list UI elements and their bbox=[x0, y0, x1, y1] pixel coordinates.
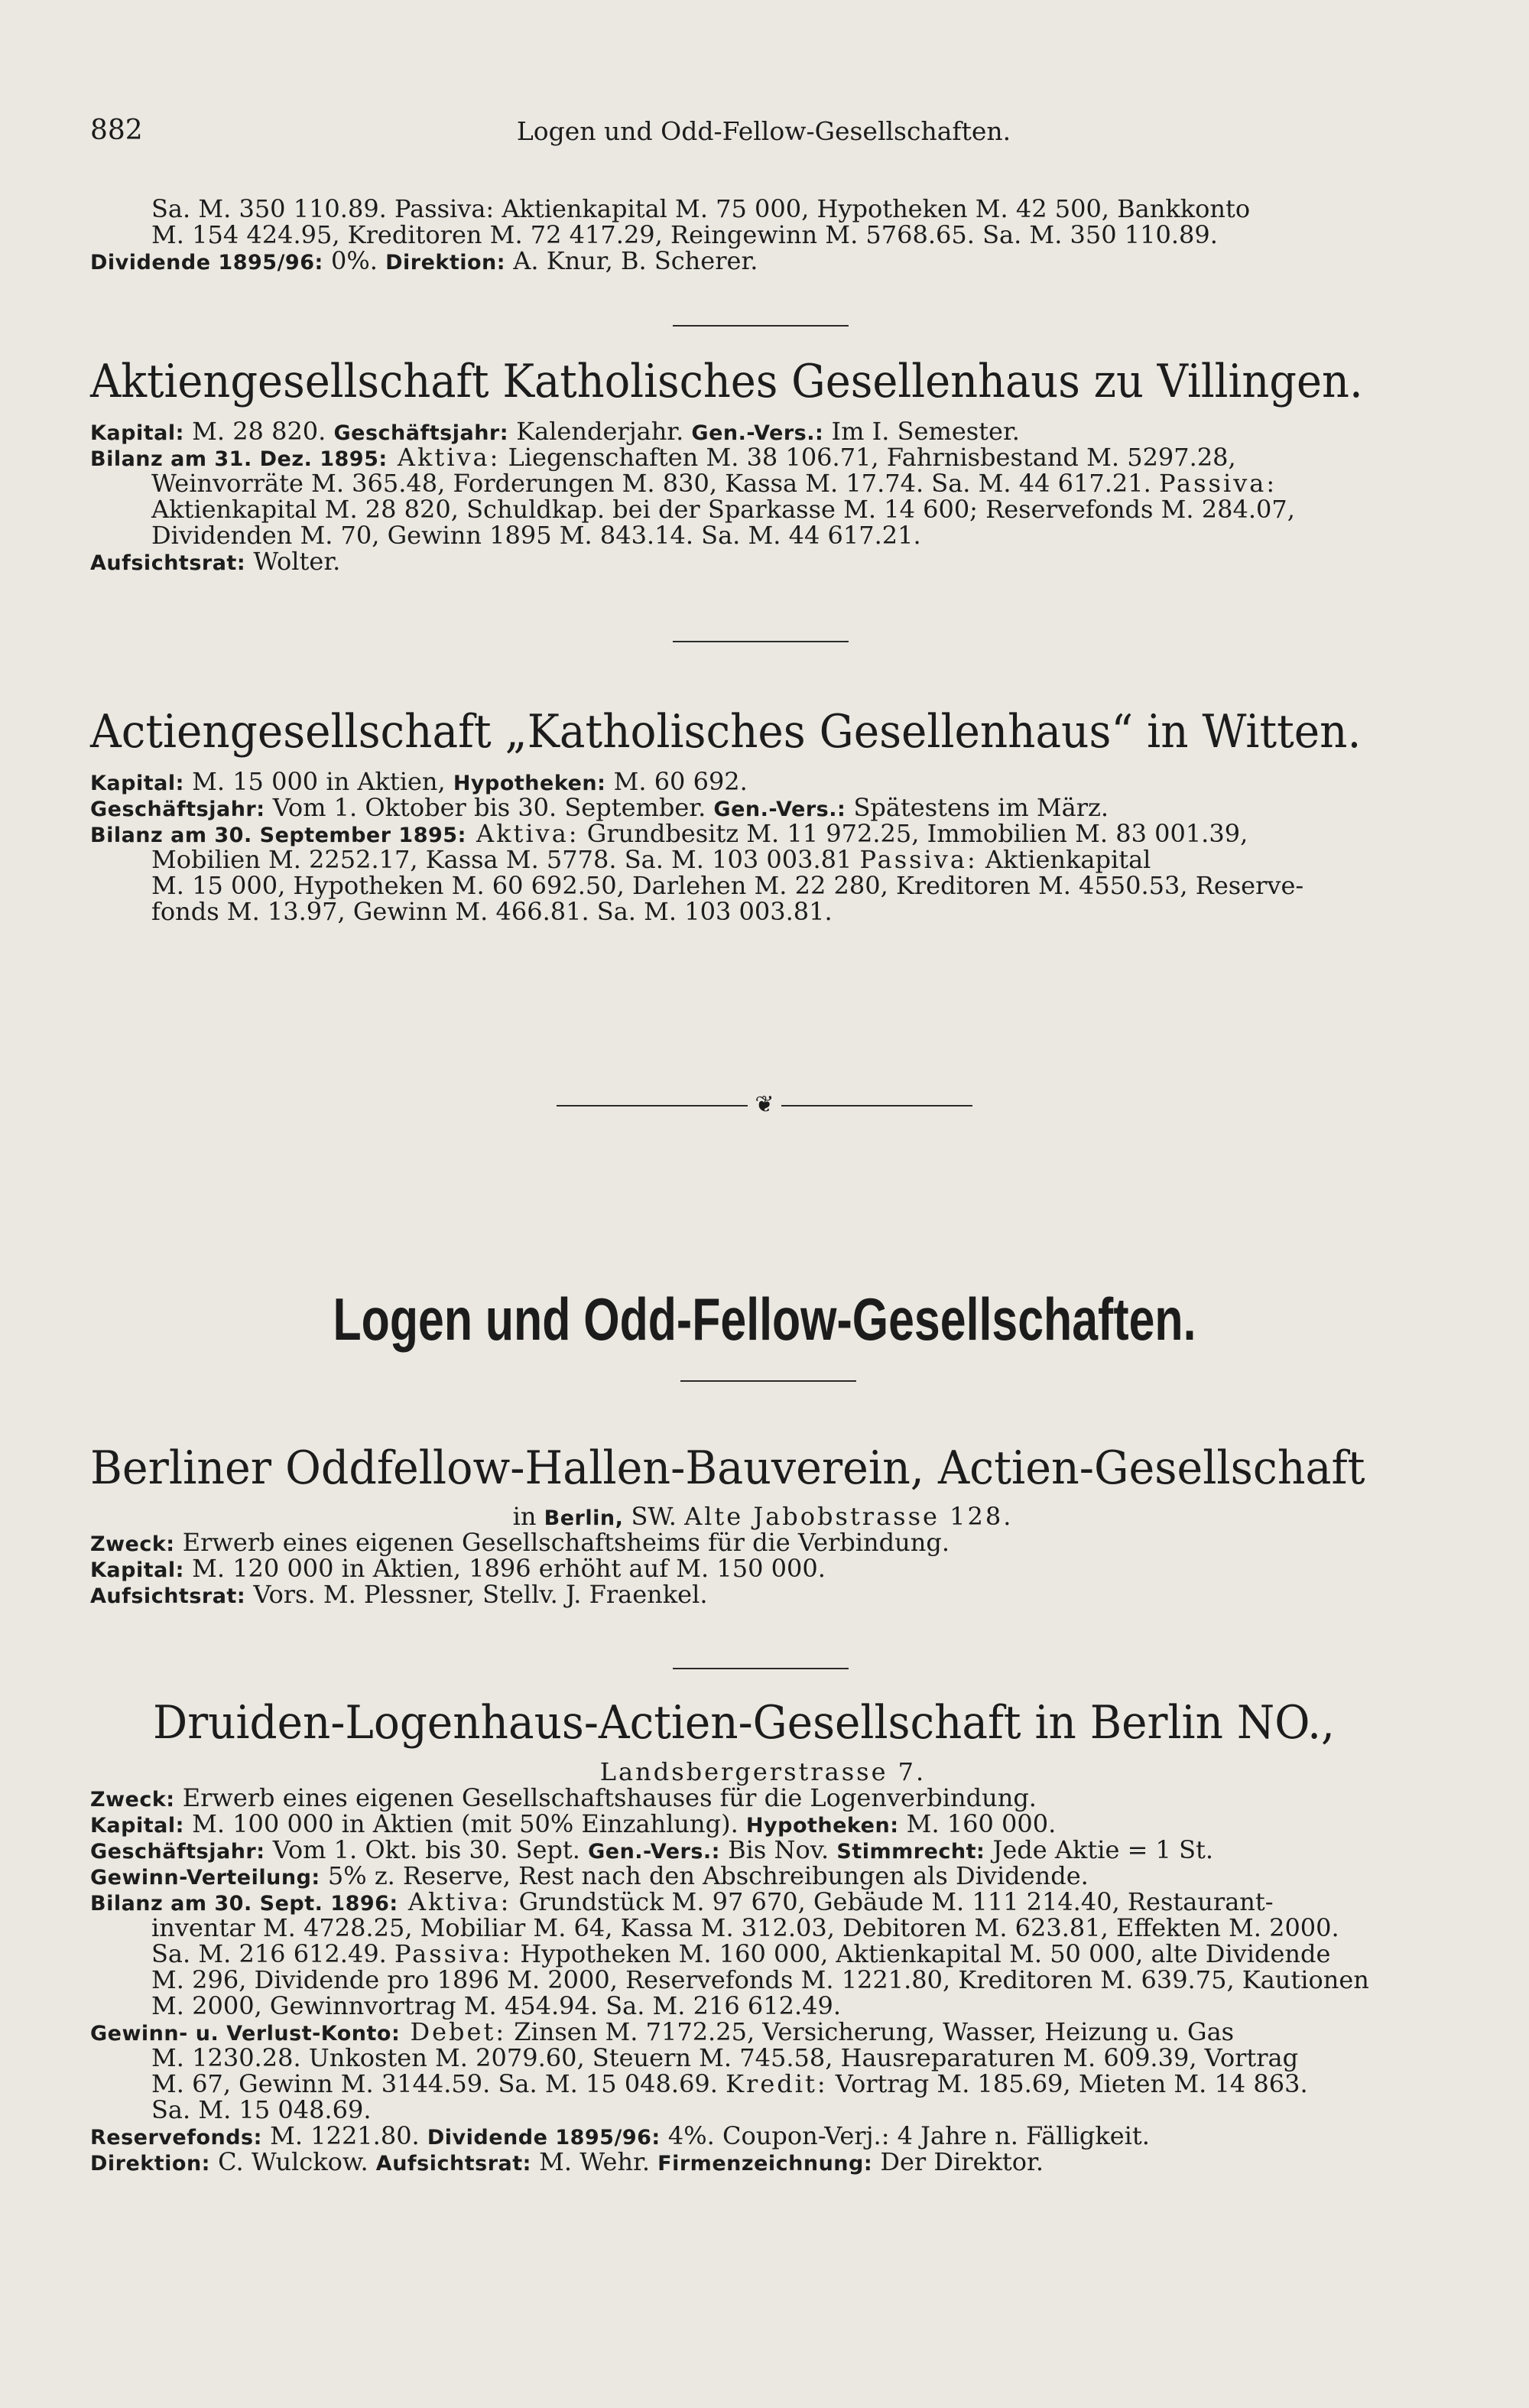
text-line: fonds M. 13.97, Gewinn M. 466.81. Sa. M. 103 003.81. bbox=[151, 897, 833, 926]
field-label: Geschäftsjahr: bbox=[90, 1840, 265, 1864]
text-line: M. 15 000, Hypotheken M. 60 692.50, Darlehen M. 22 280, Kreditoren M. 4550.53, Reserve- bbox=[151, 871, 1304, 900]
text-line: Mobilien M. 2252.17, Kassa M. 5778. Sa. M. 103 003.81 Passiva: Aktienkapital bbox=[151, 845, 1151, 874]
company-entry-berliner bbox=[90, 1503, 1436, 1607]
text-line: Dividende 1895/96: 0%. Direktion: A. Knur, B. Scherer. bbox=[90, 246, 758, 275]
section-title: Logen und Odd-Fellow-Gesellschaften. bbox=[333, 1285, 1196, 1353]
company-title: Druiden-Logenhaus-Actien-Gesellschaft in Berlin NO., bbox=[153, 1696, 1335, 1750]
field-label: Kapital: bbox=[90, 1814, 184, 1838]
separator-rule bbox=[673, 641, 849, 642]
text-line: Bilanz am 30. Sept. 1896: Aktiva: Grundstück M. 97 670, Gebäude M. 111 214.40, Restaurant- bbox=[90, 1887, 1274, 1916]
field-label: Gen.-Vers.: bbox=[588, 1840, 720, 1864]
text-line: M. 1230.28. Unkosten M. 2079.60, Steuern M. 745.58, Hausreparaturen M. 609.39, Vortrag bbox=[151, 2043, 1299, 2072]
text-line: Kapital: M. 120 000 in Aktien, 1896 erhöht auf M. 150 000. bbox=[90, 1554, 826, 1583]
text-line: Zweck: Erwerb eines eigenen Gesellschaftsheims für die Verbindung. bbox=[90, 1528, 950, 1557]
text-line: Zweck: Erwerb eines eigenen Gesellschaftshauses für die Logenverbindung. bbox=[90, 1783, 1037, 1812]
page-header bbox=[90, 115, 1437, 153]
text-line: Bilanz am 31. Dez. 1895: Aktiva: Liegenschaften M. 38 106.71, Fahrnisbestand M. 5297.28, bbox=[90, 443, 1236, 472]
text-line: Kapital: M. 100 000 in Aktien (mit 50% Einzahlung). Hypotheken: M. 160 000. bbox=[90, 1809, 1057, 1838]
text-line: Aufsichtsrat: Vors. M. Plessner, Stellv. J. Fraenkel. bbox=[90, 1580, 708, 1609]
field-label: Hypotheken: bbox=[745, 1814, 899, 1838]
company-entry-witten bbox=[90, 769, 1436, 925]
text-line: Weinvorräte M. 365.48, Forderungen M. 830, Kassa M. 17.74. Sa. M. 44 617.21. Passiva: bbox=[151, 469, 1277, 498]
preamble-entry bbox=[90, 196, 1436, 274]
text-line: Reservefonds: M. 1221.80. Dividende 1895/96: 4%. Coupon-Verj.: 4 Jahre n. Fälligkeit. bbox=[90, 2121, 1150, 2150]
field-label: Zweck: bbox=[90, 1532, 175, 1556]
field-label: Aufsichtsrat: bbox=[375, 2152, 531, 2176]
text-line: Dividenden M. 70, Gewinn 1895 M. 843.14. Sa. M. 44 617.21. bbox=[151, 521, 921, 550]
field-label: Bilanz am 30. Sept. 1896: bbox=[90, 1892, 398, 1916]
text-line: inventar M. 4728.25, Mobiliar M. 64, Kassa M. 312.03, Debitoren M. 623.81, Effekten M. 2000. bbox=[151, 1913, 1339, 1942]
field-label: Bilanz am 30. September 1895: bbox=[90, 824, 466, 847]
field-label: Gewinn-Verteilung: bbox=[90, 1866, 320, 1890]
company-title: Actiengesellschaft „Katholisches Gesellenhaus“ in Witten. bbox=[90, 705, 1362, 759]
page-number: 882 bbox=[90, 115, 143, 146]
field-label: Gen.-Vers.: bbox=[691, 421, 824, 445]
text-line: Geschäftsjahr: Vom 1. Oktober bis 30. September. Gen.-Vers.: Spätestens im März. bbox=[90, 793, 1109, 822]
field-label: Aufsichtsrat: bbox=[90, 1584, 246, 1608]
field-label: Kapital: bbox=[90, 421, 184, 445]
field-label: Geschäftsjahr: bbox=[333, 421, 509, 445]
text-line: Kapital: M. 28 820. Geschäftsjahr: Kalenderjahr. Gen.-Vers.: Im I. Semester. bbox=[90, 417, 1020, 446]
text-line: M. 296, Dividende pro 1896 M. 2000, Reservefonds M. 1221.80, Kreditoren M. 639.75, Kautionen bbox=[151, 1965, 1369, 1994]
field-label: Direktion: bbox=[90, 2152, 210, 2176]
text-line: Sa. M. 350 110.89. Passiva: Aktienkapital M. 75 000, Hypotheken M. 42 500, Bankkonto bbox=[151, 194, 1251, 223]
field-label: Dividende 1895/96: bbox=[90, 251, 323, 275]
text-line: Gewinn- u. Verlust-Konto: Debet: Zinsen M. 7172.25, Versicherung, Wasser, Heizung u. Gas bbox=[90, 2017, 1235, 2046]
field-label: Kapital: bbox=[90, 1558, 184, 1582]
field-label: Geschäftsjahr: bbox=[90, 798, 265, 821]
text-line: Sa. M. 216 612.49. Passiva: Hypotheken M. 160 000, Aktienkapital M. 50 000, alte Dividende bbox=[151, 1939, 1331, 1968]
ornament-icon: ❦ bbox=[747, 1091, 782, 1118]
field-label: Kapital: bbox=[90, 772, 184, 795]
running-head: Logen und Odd-Fellow-Gesellschaften. bbox=[516, 116, 1011, 146]
text-line: M. 67, Gewinn M. 3144.59. Sa. M. 15 048.69. Kredit: Vortrag M. 185.69, Mieten M. 14 863. bbox=[151, 2069, 1308, 2098]
separator-rule bbox=[673, 1668, 849, 1669]
text-line: Direktion: C. Wulckow. Aufsichtsrat: M. Wehr. Firmenzeichnung: Der Direktor. bbox=[90, 2147, 1044, 2176]
field-label: Hypotheken: bbox=[453, 772, 606, 795]
company-title: Berliner Oddfellow-Hallen-Bauverein, Actien-Gesellschaft bbox=[90, 1441, 1365, 1495]
field-label: Bilanz am 31. Dez. 1895: bbox=[90, 447, 388, 471]
field-label: Stimmrecht: bbox=[836, 1840, 985, 1864]
text-line: Kapital: M. 15 000 in Aktien, Hypotheken: M. 60 692. bbox=[90, 767, 748, 796]
field-label: Firmenzeichnung: bbox=[657, 2152, 873, 2176]
separator-rule bbox=[680, 1380, 856, 1382]
field-label: Dividende 1895/96: bbox=[427, 2126, 661, 2150]
text-line: Bilanz am 30. September 1895: Aktiva: Grundbesitz M. 11 972.25, Immobilien M. 83 001.39, bbox=[90, 819, 1248, 848]
text-line: Sa. M. 15 048.69. bbox=[151, 2095, 372, 2124]
text-line: M. 154 424.95, Kreditoren M. 72 417.29, Reingewinn M. 5768.65. Sa. M. 350 110.89. bbox=[151, 220, 1218, 249]
ornament-divider bbox=[0, 1091, 1529, 1118]
field-label: Reservefonds: bbox=[90, 2126, 262, 2150]
text-line: Aufsichtsrat: Wolter. bbox=[90, 547, 341, 576]
text-line: M. 2000, Gewinnvortrag M. 454.94. Sa. M. 216 612.49. bbox=[151, 1991, 842, 2020]
text-line: Gewinn-Verteilung: 5% z. Reserve, Rest nach den Abschreibungen als Dividende. bbox=[90, 1861, 1089, 1890]
company-title: Aktiengesellschaft Katholisches Gesellenhaus zu Villingen. bbox=[90, 355, 1363, 408]
field-label: Aufsichtsrat: bbox=[90, 551, 246, 575]
field-label: Direktion: bbox=[385, 251, 506, 275]
field-label: Gewinn- u. Verlust-Konto: bbox=[90, 2022, 401, 2046]
company-address: in Berlin, SW. Alte Jabobstrasse 128. bbox=[512, 1502, 1014, 1531]
company-address: Landsbergerstrasse 7. bbox=[599, 1757, 927, 1786]
text-line: Geschäftsjahr: Vom 1. Okt. bis 30. Sept. Gen.-Vers.: Bis Nov. Stimmrecht: Jede Aktie = 1 St. bbox=[90, 1835, 1214, 1864]
field-label: Zweck: bbox=[90, 1788, 175, 1812]
separator-rule bbox=[673, 325, 849, 327]
company-entry-druiden bbox=[90, 1759, 1436, 2175]
text-line: Aktienkapital M. 28 820, Schuldkap. bei der Sparkasse M. 14 600; Reservefonds M. 284.07, bbox=[151, 495, 1295, 524]
field-label: Gen.-Vers.: bbox=[713, 798, 846, 821]
company-entry-villingen bbox=[90, 418, 1436, 574]
